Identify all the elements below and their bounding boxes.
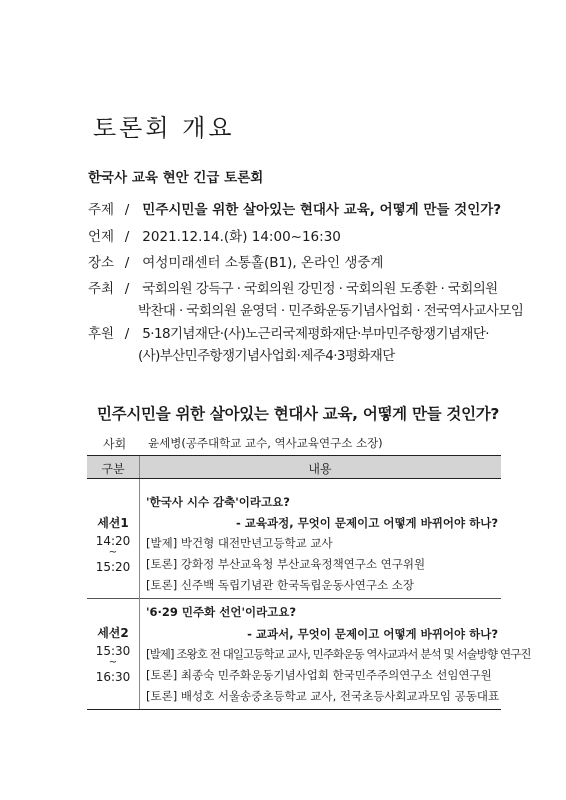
session1-entry: [토론] 강화정 부산교육청 부산교육정책연구소 연구위원 [146, 557, 426, 571]
info-sponsor-label: 후원 [88, 326, 115, 342]
table-header-content: 내용 [308, 462, 332, 476]
info-host-row [88, 280, 498, 298]
info-sponsor-row [88, 325, 489, 343]
session1-end: 15:20 [95, 560, 131, 574]
session2-start: 15:30 [95, 644, 131, 658]
info-sponsor-line2: (사)부산민주항쟁기념사업회·제주4·3평화재단 [138, 348, 395, 364]
session1-topic: '한국사 시수 감축'이라고요? [146, 495, 290, 509]
info-date-row [88, 228, 341, 246]
moderator-label: 사회 [103, 437, 127, 451]
session2-topic: '6·29 민주화 선언'이라고요? [146, 605, 297, 619]
info-theme-value: 민주시민을 위한 살아있는 현대사 교육, 어떻게 만들 것인가? [142, 202, 502, 218]
session1-entry: [토론] 신주백 독립기념관 한국독립운동사연구소 소장 [146, 578, 414, 592]
info-place-label: 장소 [88, 255, 115, 271]
table-header [87, 455, 501, 479]
info-separator: / [124, 281, 130, 297]
info-sponsor-line1: 5·18기념재단·(사)노근리국제평화재단·부마민주항쟁기념재단· [142, 326, 489, 342]
moderator-value: 윤세병(공주대학교 교수, 역사교육연구소 소장) [148, 436, 383, 450]
session2-name: 세션2 [97, 626, 129, 640]
session2-end: 16:30 [95, 670, 131, 684]
session-separator [87, 598, 501, 599]
session1-subtopic: - 교육과정, 무엇이 문제이고 어떻게 바뀌어야 하나? [235, 516, 498, 530]
session2-entry: [토론] 최종숙 민주화운동기념사업회 한국민주주의연구소 선임연구원 [146, 668, 492, 682]
info-place-row [88, 254, 383, 272]
session1-tilde: ~ [108, 547, 118, 558]
info-host-line1: 국회의원 강득구 · 국회의원 강민정 · 국회의원 도종환 · 국회의원 [142, 281, 498, 297]
session-divider [139, 479, 140, 598]
info-date-value: 2021.12.14.(화) 14:00~16:30 [142, 229, 341, 245]
page-title: 토론회 개요 [93, 114, 235, 142]
info-separator: / [124, 229, 130, 245]
info-separator: / [124, 202, 130, 218]
table-bottom-border [87, 709, 501, 710]
info-place-value: 여성미래센터 소통홀(B1), 온라인 생중계 [142, 255, 384, 271]
session2-tilde: ~ [108, 657, 118, 668]
session1-name: 세션1 [97, 516, 129, 530]
session1-start: 14:20 [95, 534, 131, 548]
session2-subtopic: - 교과서, 무엇이 문제이고 어떻게 바뀌어야 하나? [247, 627, 498, 641]
event-name: 한국사 교육 현안 긴급 토론회 [88, 170, 264, 186]
info-separator: / [124, 326, 130, 342]
section-heading: 민주시민을 위한 살아있는 현대사 교육, 어떻게 만들 것인가? [97, 405, 500, 423]
info-separator: / [124, 255, 130, 271]
session1-entry: [발제] 박건형 대전만년고등학교 교사 [146, 536, 333, 550]
info-date-label: 언제 [88, 229, 115, 245]
session2-entry: [토론] 배성호 서울송중초등학교 교사, 전국초등사회교과모임 공동대표 [146, 689, 500, 703]
info-theme-row [88, 201, 501, 219]
info-host-label: 주최 [88, 281, 115, 297]
session-divider [139, 598, 140, 709]
info-theme-label: 주제 [88, 202, 115, 218]
session2-entry: [발제] 조왕호 전 대일고등학교 교사, 민주화운동 역사교과서 분석 및 서술방향 연구진 [146, 647, 531, 661]
info-host-line2: 박찬대 · 국회의원 윤영덕 · 민주화운동기념사업회 · 전국역사교사모임 [138, 303, 524, 319]
table-header-category: 구분 [101, 462, 125, 476]
